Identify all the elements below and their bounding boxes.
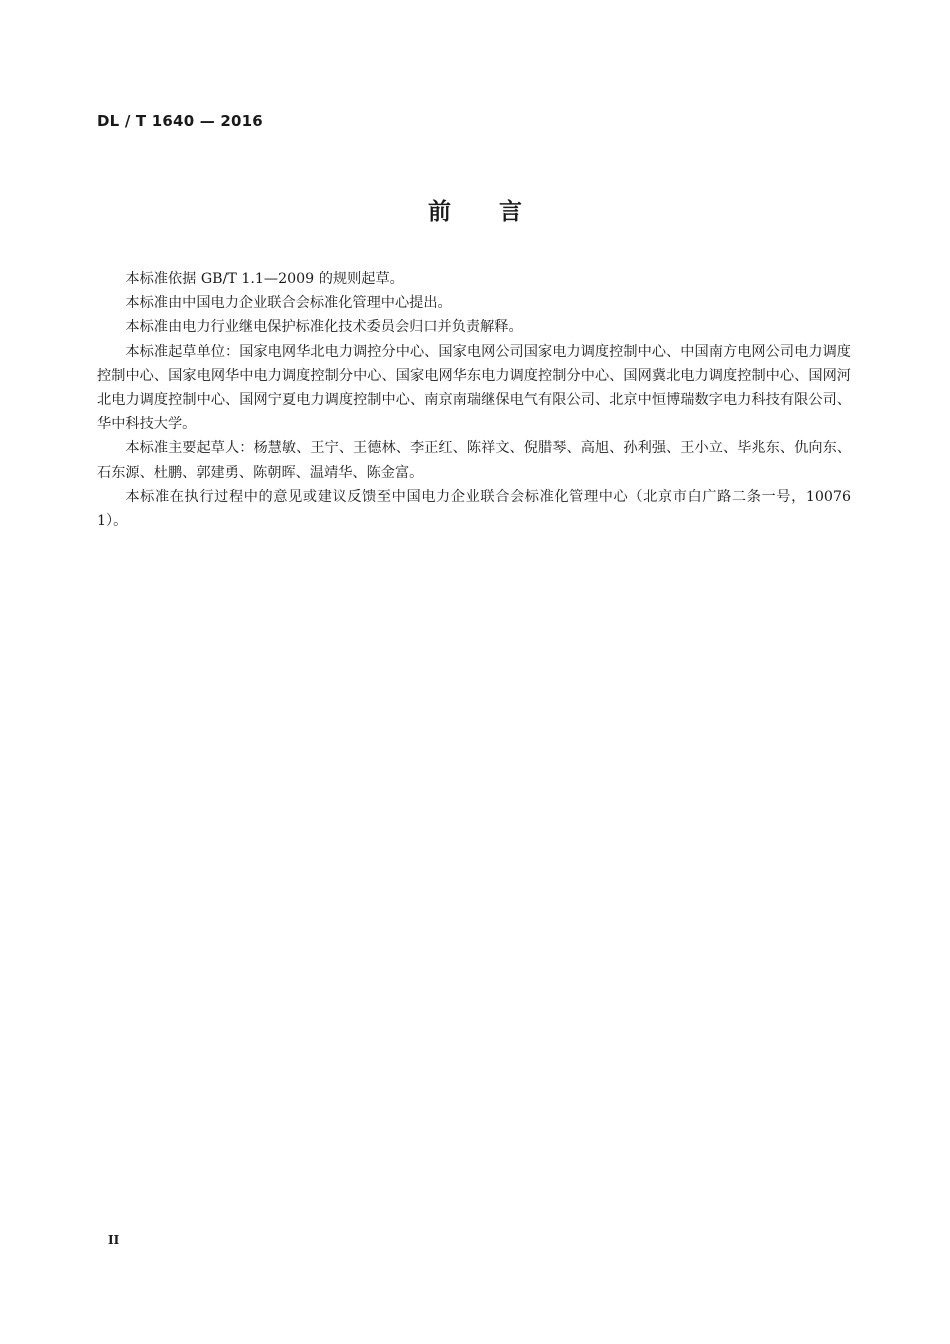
page-number: II xyxy=(108,1233,120,1247)
document-number: DL / T 1640 — 2016 xyxy=(97,112,263,130)
paragraph-proposer: 本标准由中国电力企业联合会标准化管理中心提出。 xyxy=(125,295,452,312)
paragraph-drafters: 本标准主要起草人：杨慧敏、王宁、王德林、李正红、陈祥文、倪腊琴、高旭、孙利强、王小立、毕兆东、仇向东、石东源、杜鹏、郭建勇、陈朝晖、温靖华、陈金富。 xyxy=(97,440,851,481)
paragraph-drafting-units: 本标准起草单位：国家电网华北电力调控分中心、国家电网公司国家电力调度控制中心、中国南方电网公司电力调度控制中心、国家电网华中电力调度控制分中心、国家电网华东电力调度控制分中心、国网冀北电力调度控制中心、国网河北电力调度控制中心、国网宁夏电力调度控制中心、南京南瑞继保电气有限公司、北京中恒博瑞数字电力科技有限公司、华中科技大学。 xyxy=(97,343,851,433)
paragraph-feedback: 本标准在执行过程中的意见或建议反馈至中国电力企业联合会标准化管理中心（北京市白广路二条一号，100761）。 xyxy=(97,488,851,530)
paragraph-administrator: 本标准由电力行业继电保护标准化技术委员会归口并负责解释。 xyxy=(125,319,523,336)
foreword-body xyxy=(97,267,851,533)
paragraph-drafting-rule: 本标准依据 GB/T 1.1—2009 的规则起草。 xyxy=(125,271,404,287)
page-title: 前言 xyxy=(428,199,570,225)
